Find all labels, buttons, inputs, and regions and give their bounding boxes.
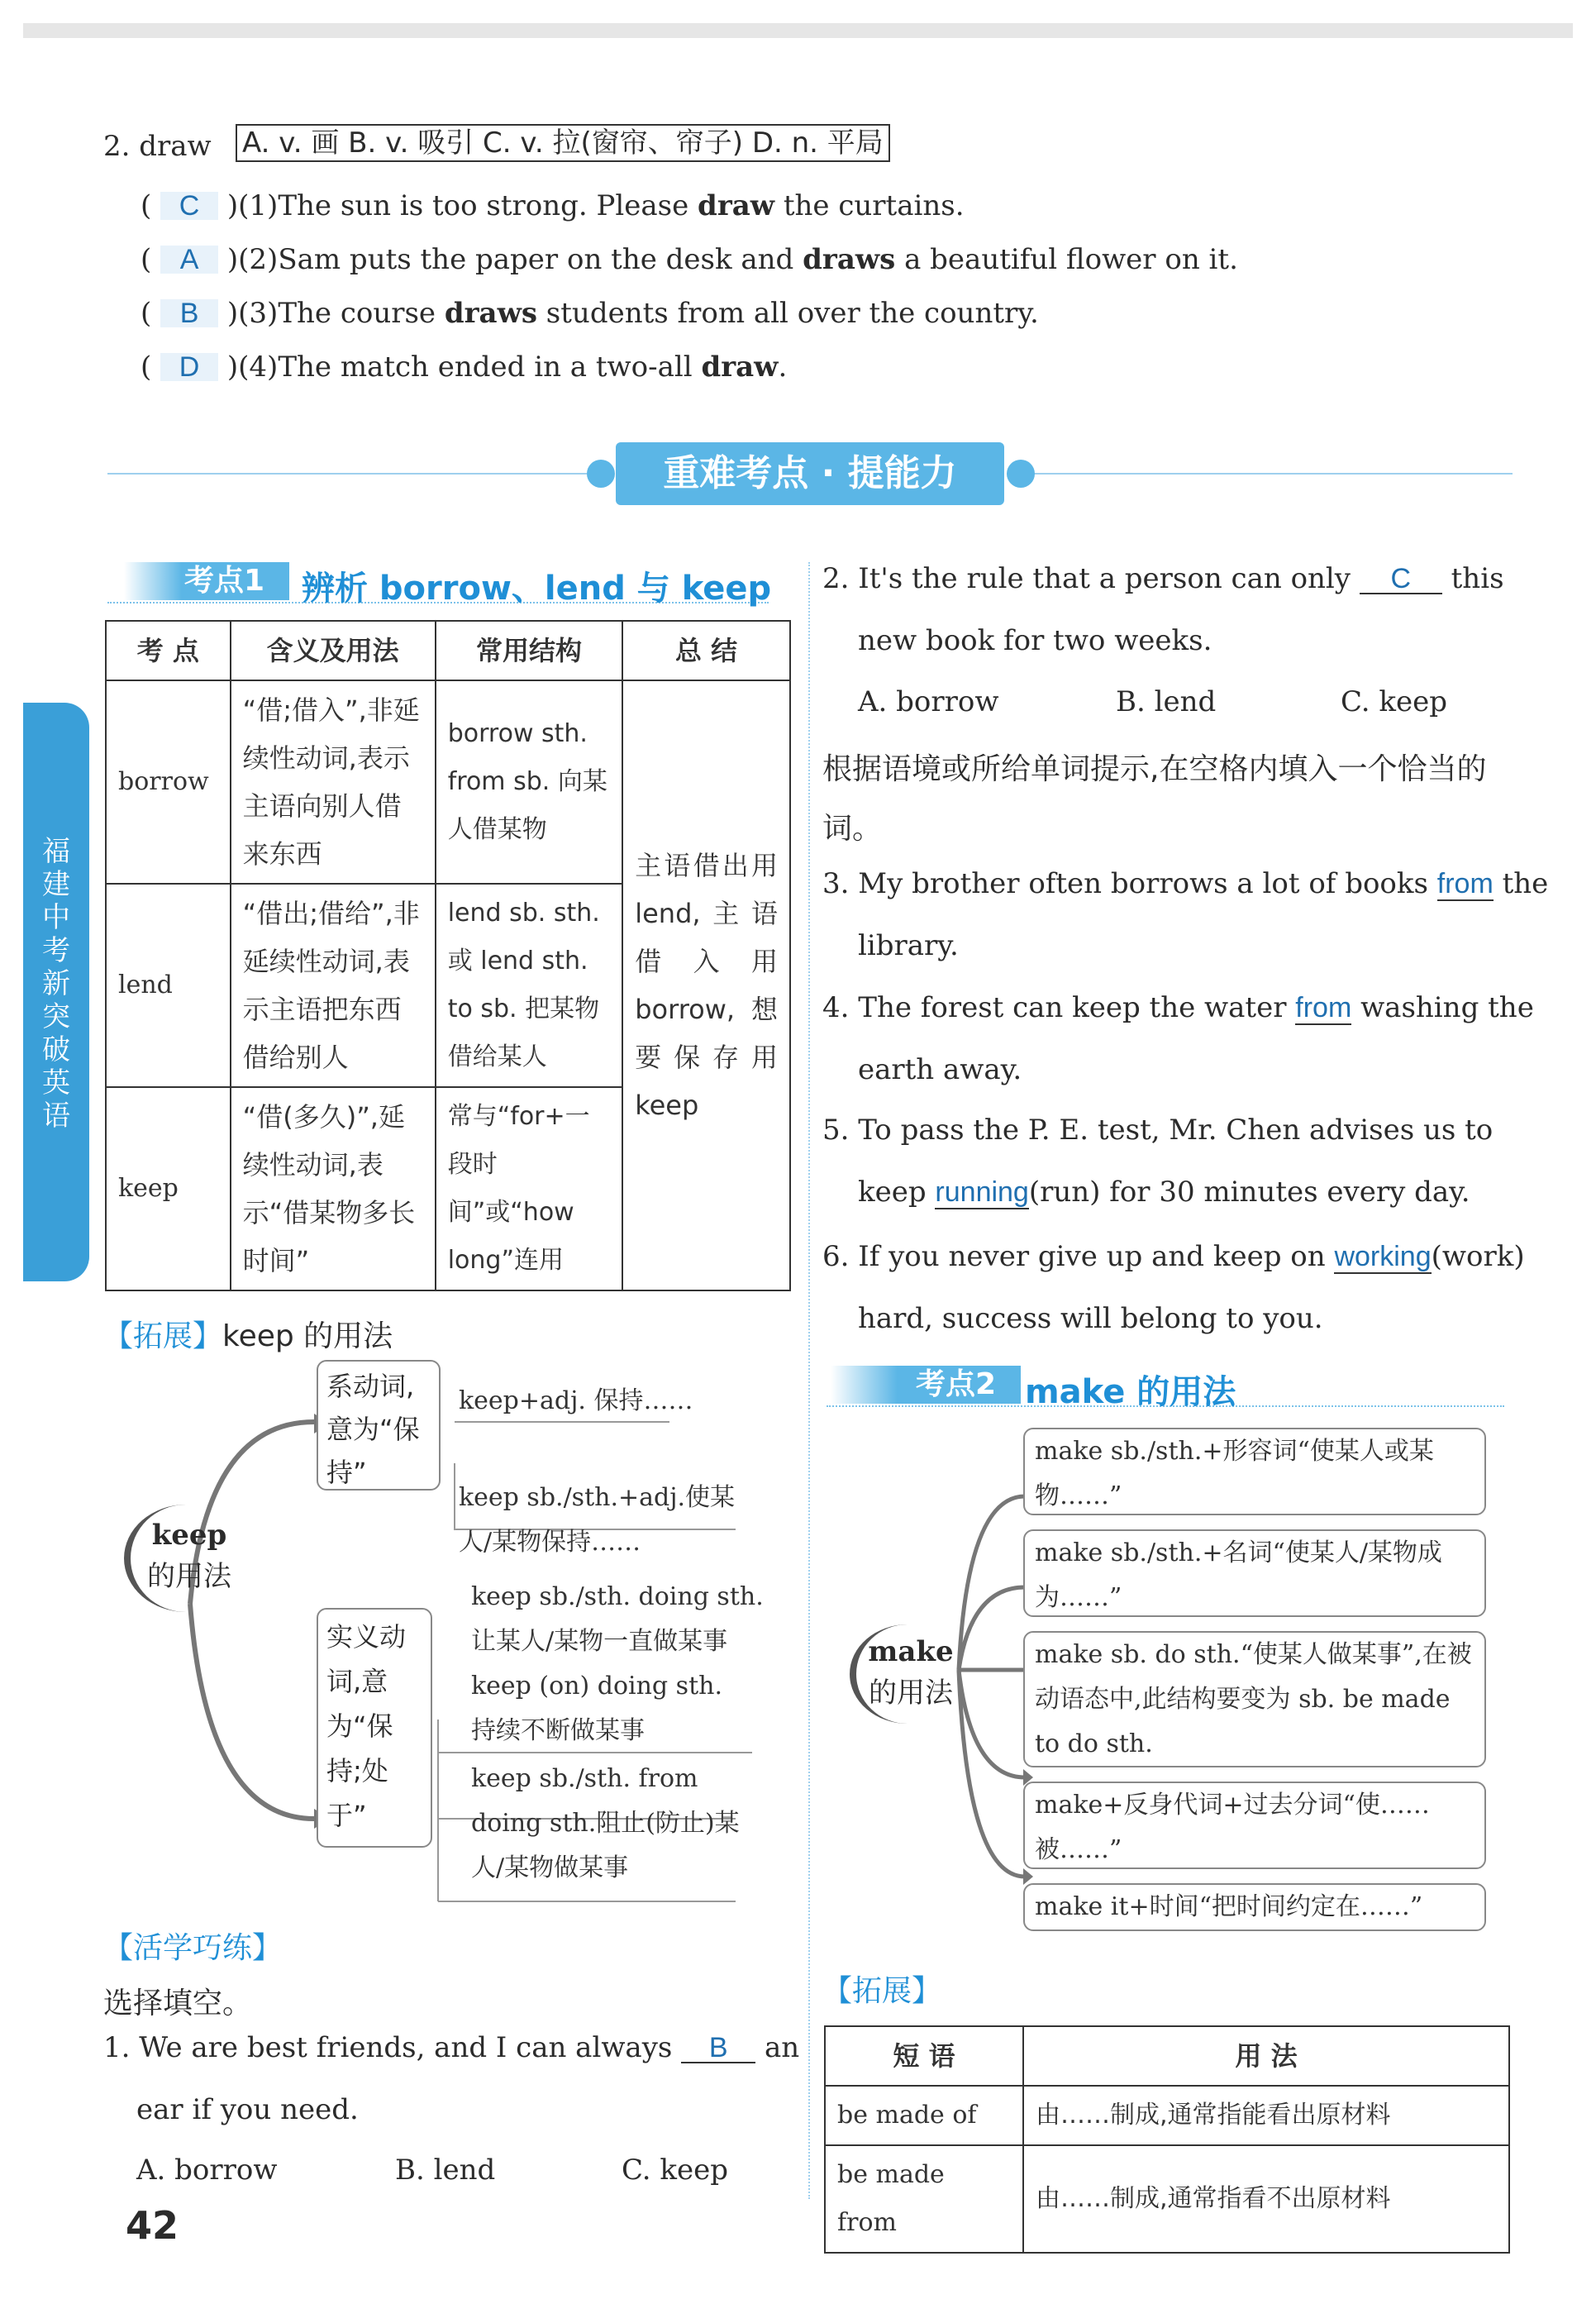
right-q2-line2: new book for two weeks. — [858, 624, 1212, 657]
make-center-node — [850, 1624, 965, 1724]
draw-item-1: ( C )(1)The sun is too strong. Please draw the curtains. — [141, 189, 965, 222]
top-border — [23, 23, 1573, 38]
question-number: 6. — [822, 1240, 850, 1273]
keep-usage-item: keep+adj. 保持…… — [459, 1386, 693, 1415]
branch-linking-verb: 系动词,意为“保持” — [317, 1360, 441, 1491]
answer-blank[interactable]: B — [681, 2034, 755, 2063]
page-number: 42 — [126, 2203, 179, 2248]
option-b: B. lend — [395, 2154, 496, 2187]
right-q2 — [822, 562, 1504, 595]
center-word: make — [868, 1635, 954, 1668]
question-text: (run) for 30 minutes every day. — [1028, 1176, 1470, 1209]
banner-dot-right — [1007, 460, 1035, 488]
right-q3 — [822, 867, 1549, 900]
question-number: 2. — [822, 562, 850, 595]
kaodian1-title: 辨析 borrow、lend 与 keep — [302, 570, 772, 608]
item-text: )(4)The match ended in a two-all — [226, 351, 702, 384]
keep-usage-item: keep sb./sth. from doing sth.阻止(防止)某人/某物做某事 — [471, 1764, 740, 1882]
practice-instruction: 选择填空。 — [103, 1987, 253, 2020]
keep-usage-item: keep sb./sth.+adj.使某人/某物保持…… — [459, 1483, 736, 1557]
table-header: 总 结 — [622, 621, 790, 680]
draw-question-label: 2. draw — [103, 130, 212, 163]
answer[interactable]: D — [160, 353, 218, 381]
table-cell-word: lend — [106, 884, 231, 1087]
option-a: A. borrow — [136, 2154, 278, 2187]
question-text: an — [764, 2031, 800, 2064]
table-cell-summary: 主语借出用 lend,主语借入用 borrow,想要保存用 keep — [622, 680, 790, 1290]
item-text: )(3)The course — [226, 297, 445, 330]
side-tab-label: 福建中考新突破 英语 — [42, 835, 70, 1133]
question-text: It's the rule that a person can only — [858, 562, 1351, 595]
right-q4-line2: earth away. — [858, 1053, 1022, 1086]
keep-usage-item: keep sb./sth. doing sth. 让某人/某物一直做某事 — [471, 1582, 764, 1656]
question-number: 3. — [822, 867, 850, 900]
center-label: 的用法 — [869, 1677, 953, 1710]
right-q3-line2: library. — [858, 929, 959, 962]
right-q6-line2: hard, success will belong to you. — [858, 1302, 1323, 1335]
keep-center-node — [124, 1505, 248, 1612]
item-text: students from all over the country. — [537, 297, 1039, 330]
answer-blank[interactable]: C — [1360, 565, 1442, 594]
center-word: keep — [151, 1519, 227, 1552]
table-cell-structure: 常与“for+一段时间”或“how long”连用 — [436, 1087, 622, 1290]
make-usage-item: make it+时间“把时间约定在……” — [1023, 1883, 1486, 1931]
answer-blank[interactable]: from — [1295, 992, 1352, 1023]
question-text: (work) — [1431, 1240, 1525, 1273]
question-number: 4. — [822, 991, 850, 1024]
table-cell-meaning: “借出;借给”,非延续性动词,表示主语把东西借给别人 — [231, 884, 436, 1087]
practice-q1 — [103, 2031, 800, 2064]
kaodian2-tag: 考点2 — [831, 1366, 1021, 1404]
table-header: 考 点 — [106, 621, 231, 680]
answer-blank[interactable]: working — [1334, 1241, 1432, 1272]
right-q4 — [822, 991, 1534, 1024]
bold-word: draws — [803, 243, 896, 276]
table-cell-meaning: “借;借入”,非延续性动词,表示主语向别人借来东西 — [231, 680, 436, 884]
item-text: )(2)Sam puts the paper on the desk and — [226, 243, 803, 276]
table-header: 短 语 — [825, 2026, 1023, 2086]
option-c: C. keep — [1341, 685, 1448, 718]
usage-cell: 由……制成,通常指看不出原材料 — [1023, 2145, 1509, 2253]
question-text: the — [1502, 867, 1549, 900]
tuozhan-title: keep 的用法 — [222, 1319, 393, 1353]
question-text: this — [1451, 562, 1504, 595]
answer[interactable]: B — [160, 299, 218, 327]
item-text: the curtains. — [774, 189, 965, 222]
item-text: . — [778, 351, 788, 384]
question-number: 1. — [103, 2031, 131, 2064]
keep-usage-item: keep (on) doing sth. 持续不断做某事 — [471, 1672, 722, 1745]
question-text: If you never give up and keep on — [858, 1240, 1326, 1273]
make-usage-item: make sb. do sth.“使某人做某事”,在被动语态中,此结构要变为 sb. be made to do sth. — [1023, 1631, 1486, 1767]
center-label: 的用法 — [147, 1560, 231, 1593]
banner-line-left — [107, 473, 587, 475]
right-q6 — [822, 1240, 1525, 1273]
answer-blank[interactable]: running — [935, 1176, 1029, 1208]
table-header: 用 法 — [1023, 2026, 1509, 2086]
table-cell-structure: borrow sth. from sb. 向某人借某物 — [436, 680, 622, 884]
item-text: )(1)The sun is too strong. Please — [226, 189, 698, 222]
section-banner: 重难考点 · 提能力 — [616, 442, 1004, 505]
question-text: My brother often borrows a lot of books — [858, 867, 1428, 900]
right-q5-line2 — [858, 1176, 1470, 1209]
banner-dot-left — [587, 460, 615, 488]
practice-q1-line2: ear if you need. — [136, 2093, 359, 2126]
question-text: The forest can keep the water — [858, 991, 1287, 1024]
make-usage-item: make+反身代词+过去分词“使……被……” — [1023, 1782, 1486, 1869]
draw-item-4: ( D )(4)The match ended in a two-all draw. — [141, 351, 788, 384]
practice-tag: 【活学巧练】 — [103, 1931, 283, 1965]
table-cell-word: borrow — [106, 680, 231, 884]
kaodian2-title: make 的用法 — [1025, 1373, 1236, 1411]
question-text: We are best friends, and I can always — [139, 2031, 673, 2064]
answer[interactable]: C — [160, 192, 218, 220]
question-text: keep — [858, 1176, 927, 1209]
item-text: a beautiful flower on it. — [895, 243, 1238, 276]
be-made-table — [824, 2025, 1510, 2254]
table-header: 常用结构 — [436, 621, 622, 680]
fill-instruction: 根据语境或所给单词提示,在空格内填入一个恰当的词。 — [822, 752, 1487, 846]
answer-blank[interactable]: from — [1436, 868, 1494, 899]
draw-options: A. v. 画 B. v. 吸引 C. v. 拉(窗帘、帘子) D. n. 平局 — [242, 126, 884, 160]
make-usage-item: make sb./sth.+名词“使某人/某物成为……” — [1023, 1529, 1486, 1617]
question-number: 5. — [822, 1114, 850, 1147]
tuozhan-tag: 【拓展】 — [103, 1319, 223, 1353]
tuozhan2-tag: 【拓展】 — [822, 1974, 942, 2008]
draw-item-2: ( A )(2)Sam puts the paper on the desk and draws a beautiful flower on it. — [141, 243, 1238, 276]
right-q5 — [822, 1114, 1494, 1147]
option-b: B. lend — [1116, 685, 1217, 718]
branch-content-verb: 实义动词,意为“保持;处于” — [317, 1608, 432, 1848]
option-a: A. borrow — [858, 685, 999, 718]
tuozhan1-heading — [103, 1313, 393, 1355]
column-divider — [808, 562, 810, 2199]
table-cell-word: keep — [106, 1087, 231, 1290]
answer[interactable]: A — [160, 246, 218, 274]
usage-cell: 由……制成,通常指能看出原材料 — [1023, 2086, 1509, 2145]
borrow-lend-keep-table — [105, 620, 791, 1291]
question-text: washing the — [1360, 991, 1534, 1024]
table-cell-structure: lend sb. sth. 或 lend sth. to sb. 把某物借给某人 — [436, 884, 622, 1087]
table-cell-meaning: “借(多久)”,延续性动词,表示“借某物多长时间” — [231, 1087, 436, 1290]
draw-item-3: ( B )(3)The course draws students from all over the country. — [141, 297, 1039, 330]
option-c: C. keep — [622, 2154, 729, 2187]
make-usage-item: make sb./sth.+形容词“使某人或某物……” — [1023, 1428, 1486, 1515]
bold-word: draw — [698, 189, 775, 222]
bold-word: draws — [444, 297, 537, 330]
phrase-cell: be made from — [825, 2145, 1023, 2253]
table-header: 含义及用法 — [231, 621, 436, 680]
question-text: To pass the P. E. test, Mr. Chen advises us to — [858, 1114, 1494, 1147]
banner-line-right — [1017, 473, 1513, 475]
bold-word: draw — [701, 351, 779, 384]
kaodian1-tag: 考点1 — [124, 562, 289, 600]
phrase-cell: be made of — [825, 2086, 1023, 2145]
draw-options-box — [236, 124, 890, 162]
